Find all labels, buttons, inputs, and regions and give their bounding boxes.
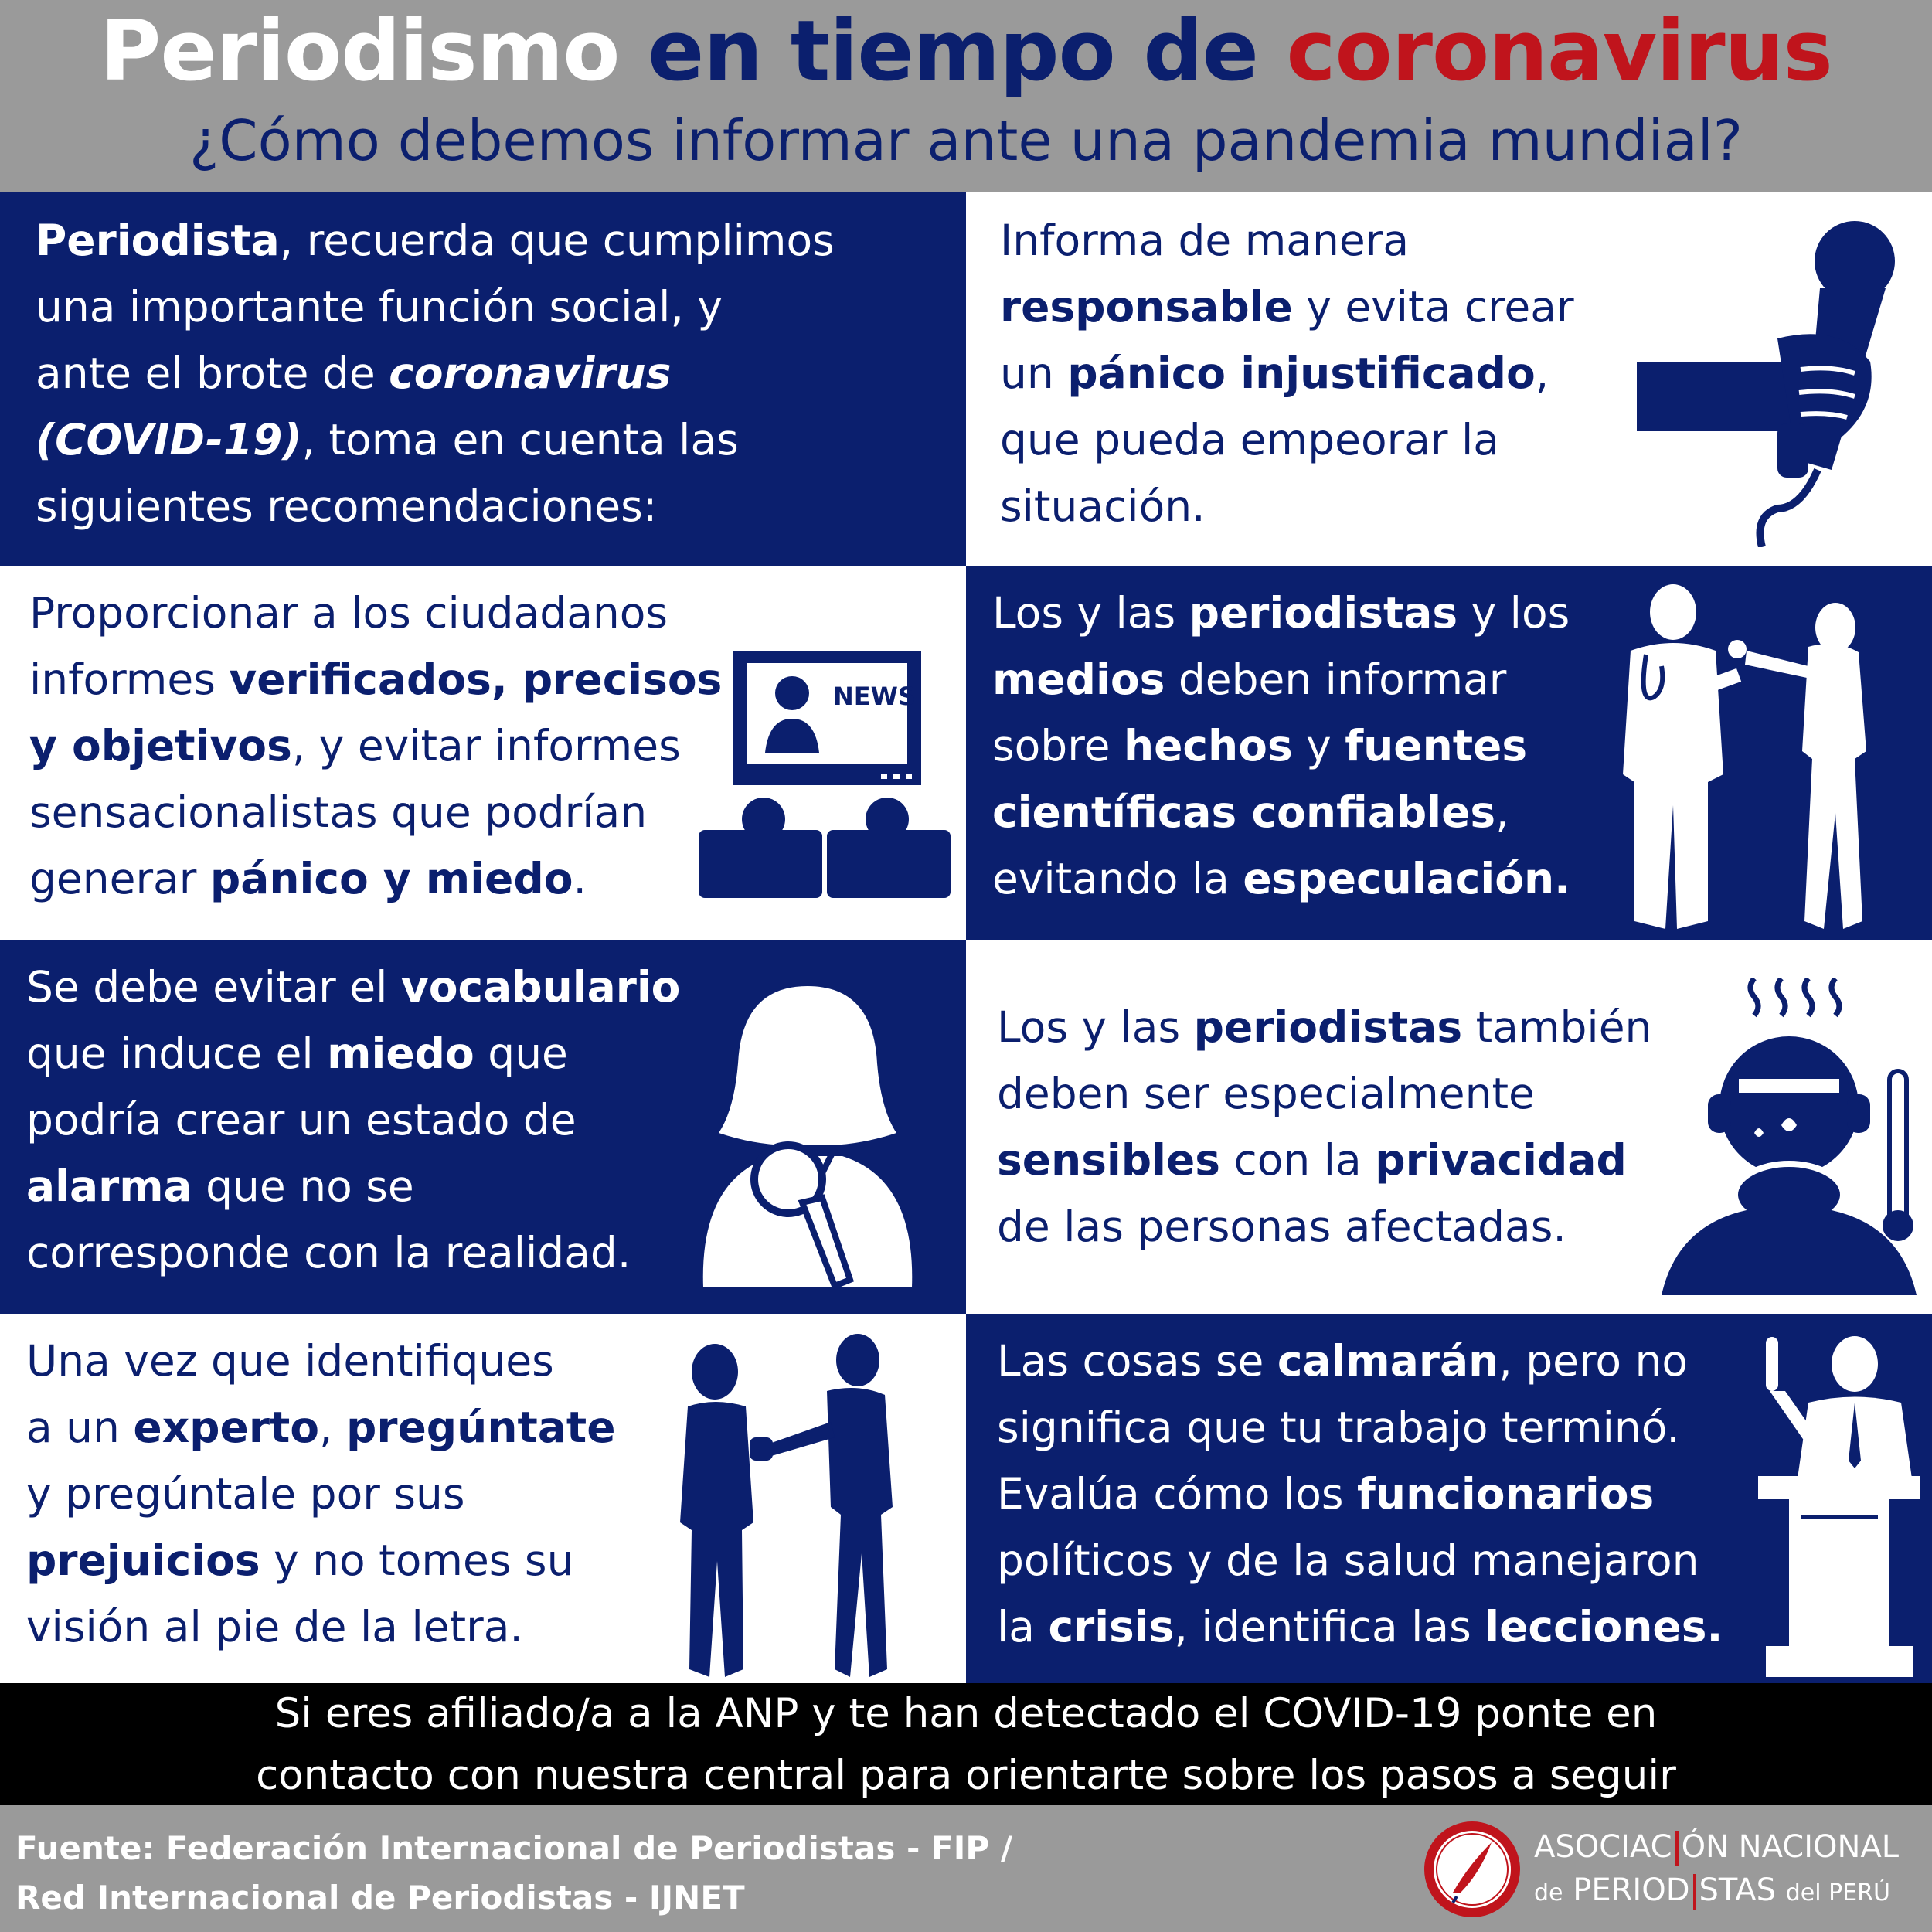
- expert-text: Una vez que identifiques a un experto, pregúntate y pregúntale por sus prejuicios y no tomes su visión al pie de la letra.: [26, 1336, 616, 1651]
- intro-text: Periodista, recuerda que cumplimos una importante función social, y ante el brote de coronavirus (COVID-19), toma en cuenta las siguientes recomendaciones:: [36, 216, 835, 531]
- source-line-1: Fuente: Federación Internacional de Periodistas - FIP /: [15, 1829, 1013, 1867]
- privacy-text: Los y las periodistas también deben ser especialmente sensibles con la privacidad de las personas afectadas.: [997, 1002, 1652, 1251]
- notice-line-1: Si eres afiliado/a a la ANP y te han detectado el COVID-19 ponte en: [274, 1690, 1658, 1737]
- recommendation-expert: [0, 1314, 966, 1688]
- doctor-interview-icon: [1600, 581, 1924, 937]
- source-line-2: Red Internacional de Periodistas - IJNET: [15, 1879, 745, 1917]
- recommendation-vocabulary: [0, 940, 966, 1314]
- vocabulary-text: Se debe evitar el vocabulario que induce el miedo que podría crear un estado de alarma que no se corresponde con la realidad.: [26, 962, 681, 1277]
- title-part-en-tiempo-de: en tiempo de: [648, 3, 1258, 100]
- news-label: NEWS: [833, 682, 916, 711]
- interview-silhouettes-icon: [672, 1329, 927, 1685]
- affiliate-notice: [0, 1683, 1932, 1805]
- organization-name: ASOCIAC ÓN NACIONAL de PERIOD STAS del PERÚ: [1534, 1829, 1900, 1908]
- sources-text: Los y las periodistas y los medios deben informar sobre hechos y fuentes científicas confiables, evitando la especulación.: [992, 588, 1571, 903]
- source-credits: [15, 1824, 1012, 1923]
- title-part-coronavirus: coronavirus: [1286, 3, 1832, 100]
- reporter-woman-icon: [696, 978, 920, 1287]
- header-banner: [0, 0, 1932, 192]
- sick-person-thermometer-icon: [1662, 978, 1924, 1295]
- anp-seal-logo: [1422, 1819, 1522, 1920]
- page-subtitle: ¿Cómo debemos informar ante una pandemia mundial?: [189, 108, 1743, 173]
- podium-speaker-icon: [1754, 1329, 1924, 1677]
- recommendation-sources: [966, 566, 1932, 940]
- responsible-text: Informa de manera responsable y evita crear un pánico injustificado, que pueda empeorar la situación.: [1000, 216, 1574, 531]
- verified-text: Proporcionar a los ciudadanos informes verificados, precisos y objetivos, y evitar informes sensacionalistas que podrían generar pánico y miedo.: [29, 588, 723, 903]
- lessons-text: Las cosas se calmarán, pero no significa que tu trabajo terminó. Evalúa cómo los funcionarios políticos y de la salud manejaron la crisis, identifica las lecciones.: [997, 1336, 1723, 1651]
- recommendation-lessons: [966, 1314, 1932, 1688]
- page-title: [0, 2, 1932, 102]
- recommendation-verified: [0, 566, 966, 940]
- title-part-periodismo: Periodismo: [100, 3, 620, 100]
- microphone-hand-icon: [1623, 215, 1932, 547]
- recommendation-privacy: [966, 940, 1932, 1314]
- footer-bar: [0, 1805, 1932, 1932]
- recommendation-intro: [0, 192, 966, 566]
- news-tv-icon: [696, 651, 951, 898]
- recommendation-responsible: [966, 192, 1932, 566]
- notice-line-2: contacto con nuestra central para orientarte sobre los pasos a seguir: [256, 1752, 1676, 1799]
